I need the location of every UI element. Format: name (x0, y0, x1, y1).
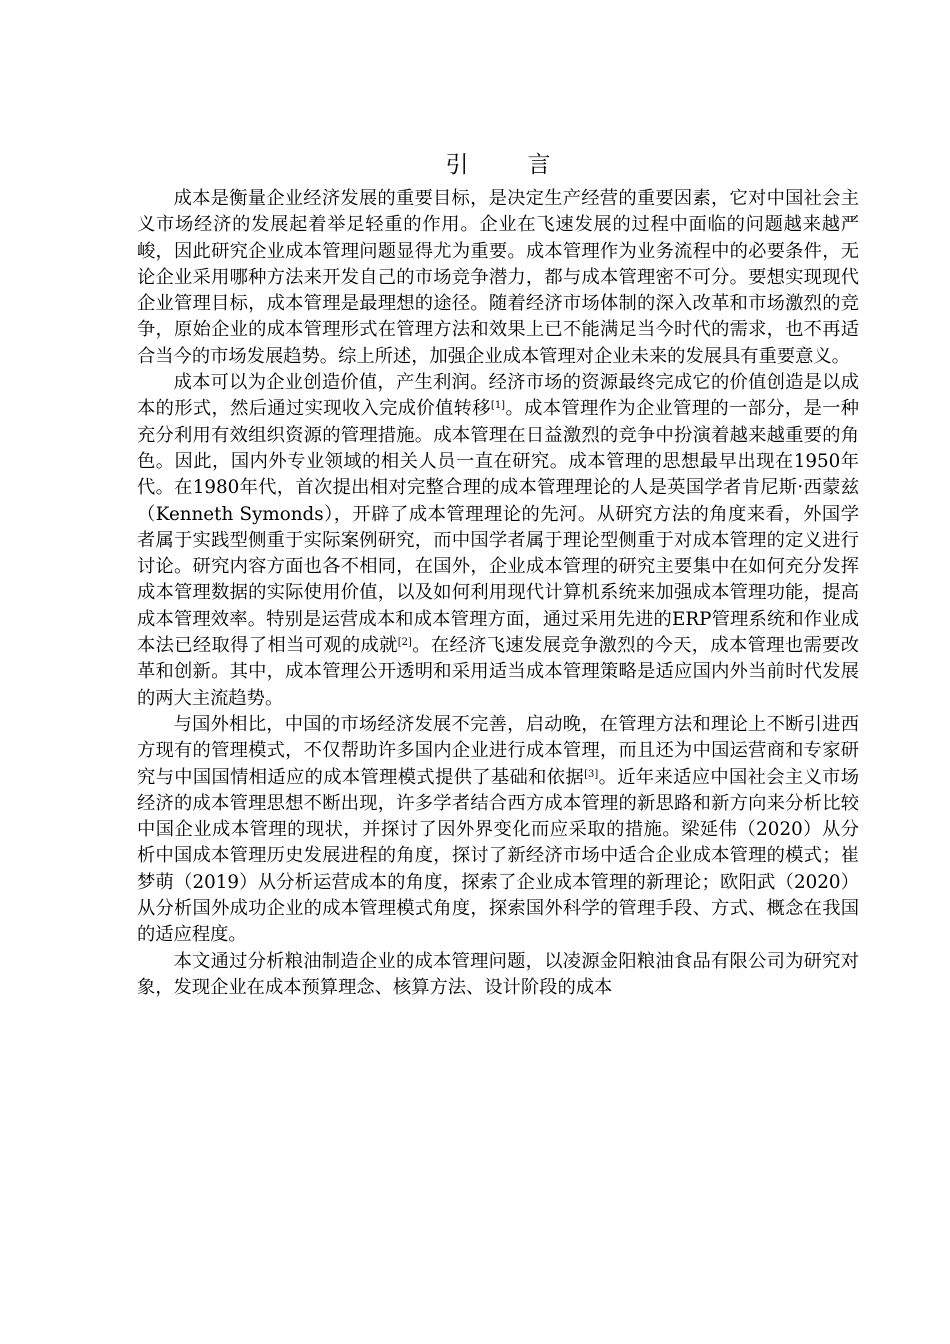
paragraph-3 (137, 712, 859, 949)
paragraph-1 (137, 186, 859, 370)
document-page (137, 150, 859, 1001)
section-title: 引 言 (445, 152, 569, 178)
paragraph-text: 与国外相比，中国的市场经济发展不完善，启动晚，在管理方法和理论上不断引进西方现有的管理模式，不仅帮助许多国内企业进行成本管理，而且还为中国运营商和专家研究与中国国情相适应的成本管理模式提供了基础和依据 (137, 713, 859, 788)
paragraph-text: 。在经济飞速发展竞争激烈的今天，成本管理也需要改革和创新。其中，成本管理公开透明和采用适当成本管理策略是适应国内外当前时代发展的两大主流趋势。 (137, 635, 860, 709)
paragraph-2 (137, 370, 859, 712)
paragraph-text: 。成本管理作为企业管理的一部分，是一种充分利用有效组织资源的管理措施。成本管理在日益激烈的竞争中扮演着越来越重要的角色。因此，国内外专业领域的相关人员一直在研究。成本管理的思想最早出现在1950年代。在1980年代，首次提出相对完整合理的成本管理理论的人是英国学者肯尼斯·西蒙兹（Kenneth Symonds），开辟了成本管理理论的先河。从研究方法的角度来看，外国学者属于实践型侧重于实际案例研究，而中国学者属于理论型侧重于对成本管理的定义进行讨论。研究内容方面也各不相同，在国外，企业成本管理的研究主要集中在如何充分发挥成本管理数据的实际使用价值，以及如何利用现代计算机系统来加强成本管理功能，提高成本管理效率。特别是运营成本和成本管理方面，通过采用先进的ERP管理系统和作业成本法已经取得了相当可观的成就 (137, 398, 860, 657)
citation-ref: [1] (490, 400, 506, 412)
paragraph-text: 本文通过分析粮油制造企业的成本管理问题，以凌源金阳粮油食品有限公司为研究对象，发现企业在成本预算理念、核算方法、设计阶段的成本 (137, 950, 859, 998)
citation-ref: [2] (397, 637, 412, 649)
paragraph-text: 。近年来适应中国社会主义市场经济的成本管理思想不断出现，许多学者结合西方成本管理的新思路和新方向来分析比较中国企业成本管理的现状，并探讨了因外界变化而应采取的措施。梁延伟（2020）从分析中国成本管理历史发展进程的角度，探讨了新经济市场中适合企业成本管理的模式；崔梦萌（2019）从分析运营成本的角度，探索了企业成本管理的新理论；欧阳武（2020）从分析国外成功企业的成本管理模式角度，探索国外科学的管理手段、方式、概念在我国的适应程度。 (137, 766, 860, 946)
citation-ref: [3] (584, 768, 599, 780)
paragraph-text: 成本是衡量企业经济发展的重要目标，是决定生产经营的重要因素，它对中国社会主义市场经济的发展起着举足轻重的作用。企业在飞速发展的过程中面临的问题越来越严峻，因此研究企业成本管理问题显得尤为重要。成本管理作为业务流程中的必要条件，无论企业采用哪种方法来开发自己的市场竞争潜力，都与成本管理密不可分。要想实现现代企业管理目标，成本管理是最理想的途径。随着经济市场体制的深入改革和市场激烈的竞争，原始企业的成本管理形式在管理方法和效果上已不能满足当今时代的需求，也不再适合当今的市场发展趋势。综上所述，加强企业成本管理对企业未来的发展具有重要意义。 (137, 188, 859, 367)
paragraph-text: 成本可以为企业创造价值，产生利润。经济市场的资源最终完成它的价值创造是以成本的形式，然后通过实现收入完成价值转移 (137, 372, 859, 420)
paragraph-4 (137, 949, 859, 1002)
